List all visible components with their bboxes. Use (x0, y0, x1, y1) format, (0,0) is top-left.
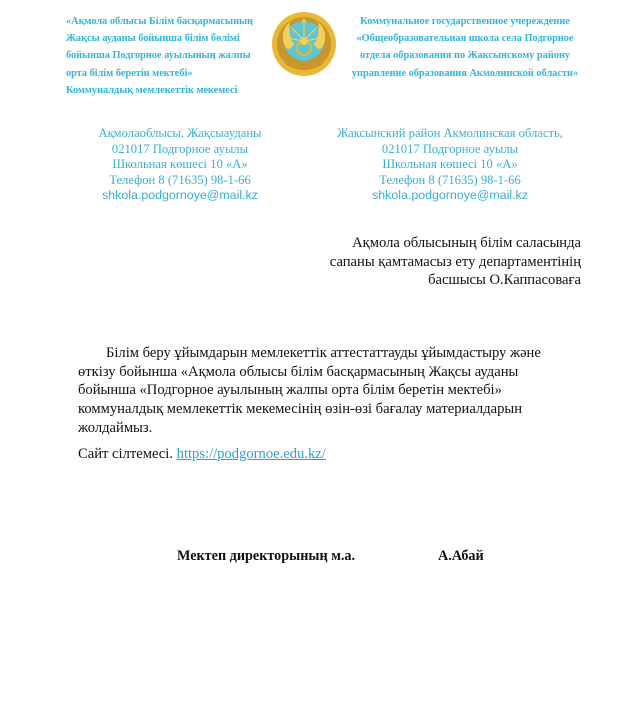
header-left-line: Жақсы ауданы бойынша білім бөлімі (66, 33, 240, 45)
address-line: Школьная көшесі 10 «А» (112, 157, 248, 172)
header-left-line: «Ақмола облысы Білім басқармасының (66, 16, 253, 27)
address-right-block (330, 126, 570, 204)
phone-line: Телефон 8 (71635) 98-1-66 (379, 172, 521, 187)
header-right-line: отдела образования по Жаксынскому району (359, 50, 571, 62)
site-line (78, 445, 558, 464)
address-line: 021017 Подгорное ауылы (111, 141, 249, 156)
address-line: Жаксынский район Акмолинская область, (337, 126, 563, 140)
signature-title: Мектеп директорының м.а. (177, 548, 356, 564)
recipient-line: сапаны қамтамасыз ету департаментінің (329, 253, 581, 270)
header-left-line: орта білім беретін мектебі» (66, 67, 193, 79)
recipient-line: Ақмола облысының білім саласында (352, 235, 581, 251)
header-right-line: «Общеобразовательная школа села Подгорное (356, 33, 574, 45)
address-line: Ақмолаоблысы, Жақсыауданы (98, 126, 262, 140)
signature-name: А.Абай (438, 548, 484, 564)
header-right-line: управление образования Акмолинской области» (351, 67, 579, 79)
state-emblem-icon (270, 10, 338, 78)
header-right-line: Коммунальное государственное учереждение (360, 16, 570, 27)
header-left-block (66, 13, 253, 99)
address-line: Школьная көшесі 10 «А» (382, 157, 518, 172)
recipient-block (330, 234, 581, 290)
address-left-block (80, 126, 280, 204)
body-paragraph: Білім беру ұйымдарын мемлекеттік аттестаттауды ұйымдастыру және өткізу бойынша «Ақмола облысы білім басқармасының Жақсы ауданы бойынша «Подгорное ауылының жалпы орта білім беретін мектебі» коммуналдық мемлекеттік мекемесінің өзін-өзі бағалау материалдарын жолдаймыз. (78, 345, 541, 436)
letter-body (78, 344, 558, 463)
header-right-block (345, 13, 585, 82)
email-address: shkola.podgornoye@mail.kz (372, 188, 528, 203)
address-line: 021017 Подгорное ауылы (381, 141, 519, 156)
phone-line: Телефон 8 (71635) 98-1-66 (109, 172, 251, 187)
recipient-line: басшысы О.Каппасоваға (428, 272, 581, 288)
email-address: shkola.podgornoye@mail.kz (102, 188, 258, 203)
header-left-line: Коммуналдық мемлекеттік мекемесі (66, 84, 238, 96)
site-link[interactable]: https://podgornoe.edu.kz/ (176, 445, 326, 462)
site-label: Сайт сілтемесі. (78, 445, 173, 462)
header-left-line: бойынша Подгорное ауылының жалпы (66, 50, 251, 62)
